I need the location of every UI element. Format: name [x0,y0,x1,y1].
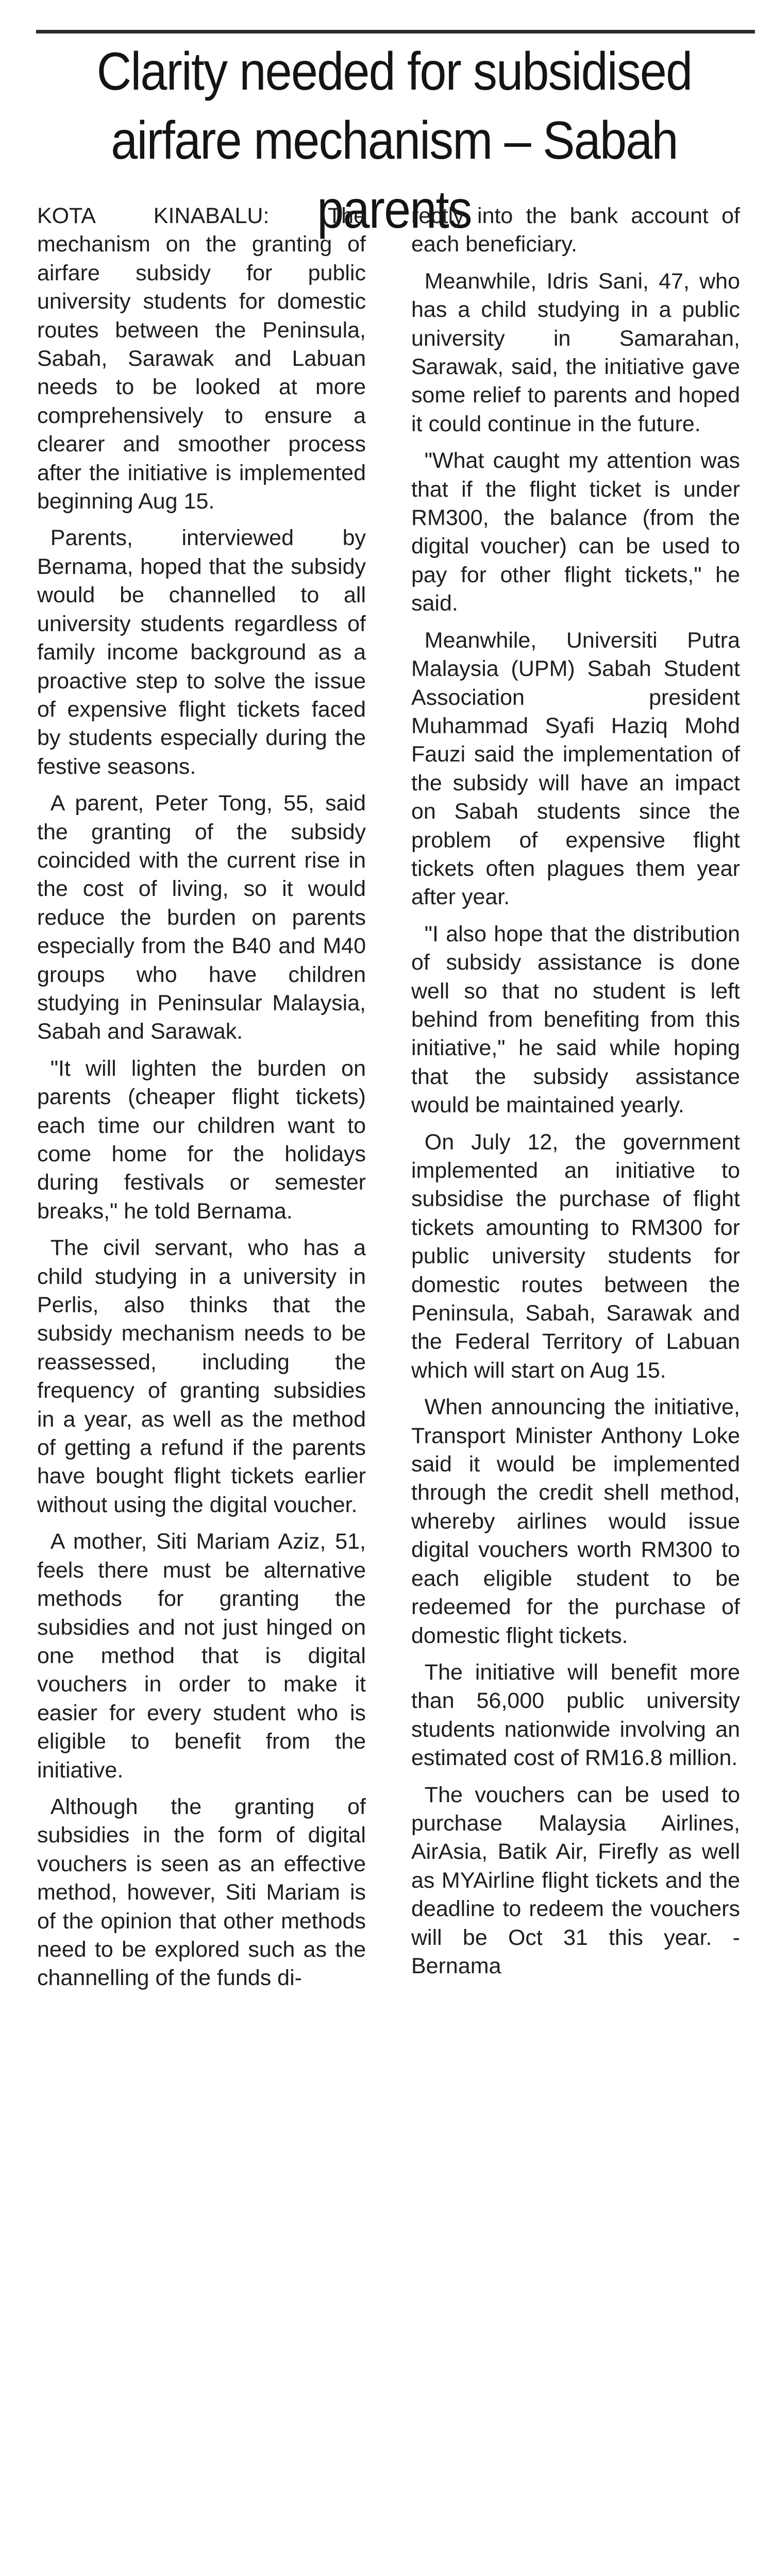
paragraph: The civil servant, who has a child studying in a university in Perlis, also thinks that the subsidy mechanism needs to be reassessed, including the frequency of granting subsidies in a year, as well as the method of getting a refund if the parents have bought flight tickets earlier without using the digital voucher. [37,1235,366,1517]
paragraph: When announcing the initiative, Transport Minister Anthony Loke said it would be implemented through the credit shell method, whereby airlines would issue digital vouchers worth RM300 to each eligible student to be redeemed for the purchase of domestic flight tickets. [411,1395,740,1648]
paragraph: "What caught my attention was that if the flight ticket is under RM300, the balance (from the digital voucher) can be used to pay for other flight tickets," he said. [411,448,740,616]
article-column-left [37,202,366,2576]
paragraph: rectly into the bank account of each beneficiary. [411,204,740,257]
paragraph: Meanwhile, Idris Sani, 47, who has a child studying in a public university in Samarahan, Sarawak, said, the initiative gave some relief to parents and hoped it could continue in the future. [411,268,740,436]
paragraph: Although the granting of subsidies in the form of digital vouchers is seen as an effective method, however, Siti Mariam is of the opinion that other methods need to be explored such as the channelling of the funds di- [37,1794,366,1991]
paragraph: The vouchers can be used to purchase Malaysia Airlines, AirAsia, Batik Air, Firefly as well as MYAirline flight tickets and the deadline to redeem the vouchers will be Oct 31 this year. - Bernama [411,1782,740,1978]
top-rule [36,30,755,33]
paragraph: Meanwhile, Universiti Putra Malaysia (UPM) Sabah Student Association president Muhammad Syafi Haziq Mohd Fauzi said the implementation of the subsidy will have an impact on Sabah students since the problem of expensive flight tickets often plagues them year after year. [411,628,740,910]
article-column-right [411,202,740,2576]
paragraph: KOTA KINABALU: The mechanism on the granting of airfare subsidy for public university students for domestic routes between the Peninsula, Sabah, Sarawak and Labuan needs to be looked at more comprehensively to ensure a clearer and smoother process after the initiative is implemented beginning Aug 15. [37,204,366,514]
paragraph: "I also hope that the distribution of subsidy assistance is done well so that no student is left behind from benefiting from this initiative," he said while hoping that the subsidy assistance would be maintained yearly. [411,921,740,1118]
paragraph: On July 12, the government implemented an initiative to subsidise the purchase of flight tickets amounting to RM300 for public university students for domestic routes between the Peninsula, Sabah, Sarawak and the Federal Territory of Labuan which will start on Aug 15. [411,1129,740,1383]
paragraph: "It will lighten the burden on parents (cheaper flight tickets) each time our children want to come home for the holidays during festivals or semester breaks," he told Bernama. [37,1056,366,1224]
paragraph: A parent, Peter Tong, 55, said the granting of the subsidy coincided with the current rise in the cost of living, so it would reduce the burden on parents especially from the B40 and M40 groups who have children studying in Peninsular Malaysia, Sabah and Sarawak. [37,791,366,1044]
headline: Clarity needed for subsidised airfare mechanism – Sabah parents [96,42,692,240]
paragraph: A mother, Siti Mariam Aziz, 51, feels there must be alternative methods for granting the subsidies and not just hinged on one method that is digital vouchers in order to make it easier for every student who is eligible to benefit from the initiative. [37,1529,366,1783]
paragraph: Parents, interviewed by Bernama, hoped that the subsidy would be channelled to all university students regardless of family income background as a proactive step to solve the issue of expensive flight tickets faced by students especially during the festive seasons. [37,526,366,779]
paragraph: The initiative will benefit more than 56,000 public university students nationwide involving an estimated cost of RM16.8 million. [411,1659,740,1771]
